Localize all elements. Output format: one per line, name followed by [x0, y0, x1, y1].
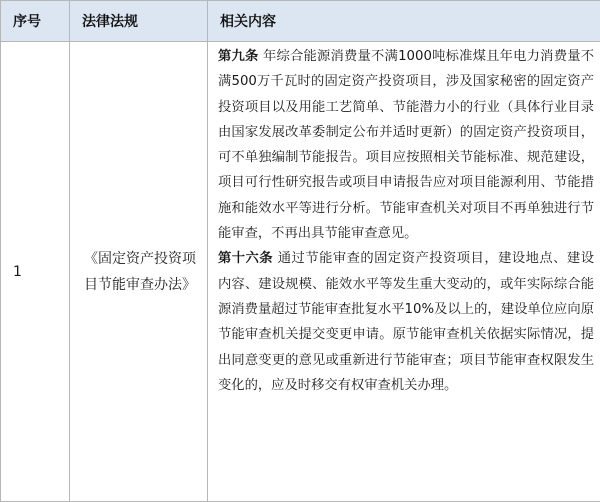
content-cell — [208, 42, 600, 502]
article-text: 年综合能源消费量不满1000吨标准煤且年电力消费量不满500万千瓦时的固定资产投资项目，涉及国家秘密的固定资产投资项目以及用能工艺简单、节能潜力小的行业（具体行业目录由国家发展改革委制定公布并适时更新）的固定资产投资项目，可不单独编制节能报告。项目应按照相关节能标准、规范建设，项目可行性研究报告或项目申请报告应对项目能源利用、节能措施和能效水平等进行分析。节能审查机关对项目不再单独进行节能审查，不再出具节能审查意见。 — [218, 49, 595, 242]
header-content: 相关内容 — [208, 1, 600, 42]
article-paragraph — [218, 44, 594, 246]
article-title: 第十六条 — [218, 251, 274, 267]
article-text: 通过节能审查的固定资产投资项目，建设地点、建设内容、建设规模、能效水平等发生重大变动的，或年实际综合能源消费量超过节能审查批复水平10%及以上的，建设单位应向原节能审查机关提交变更申请。原节能审查机关依据实际情况，提出同意变更的意见或重新进行节能审查；项目节能审查权限发生变化的，应及时移交有权审查机关办理。 — [218, 251, 594, 393]
row-index: 1 — [1, 42, 70, 502]
article-paragraph — [218, 246, 594, 398]
table-header-row — [1, 1, 600, 42]
header-law: 法律法规 — [70, 1, 208, 42]
header-index: 序号 — [1, 1, 70, 42]
article-title: 第九条 — [218, 49, 259, 64]
table-row — [1, 42, 600, 502]
law-name: 《固定资产投资项目节能审查办法》 — [70, 42, 208, 502]
